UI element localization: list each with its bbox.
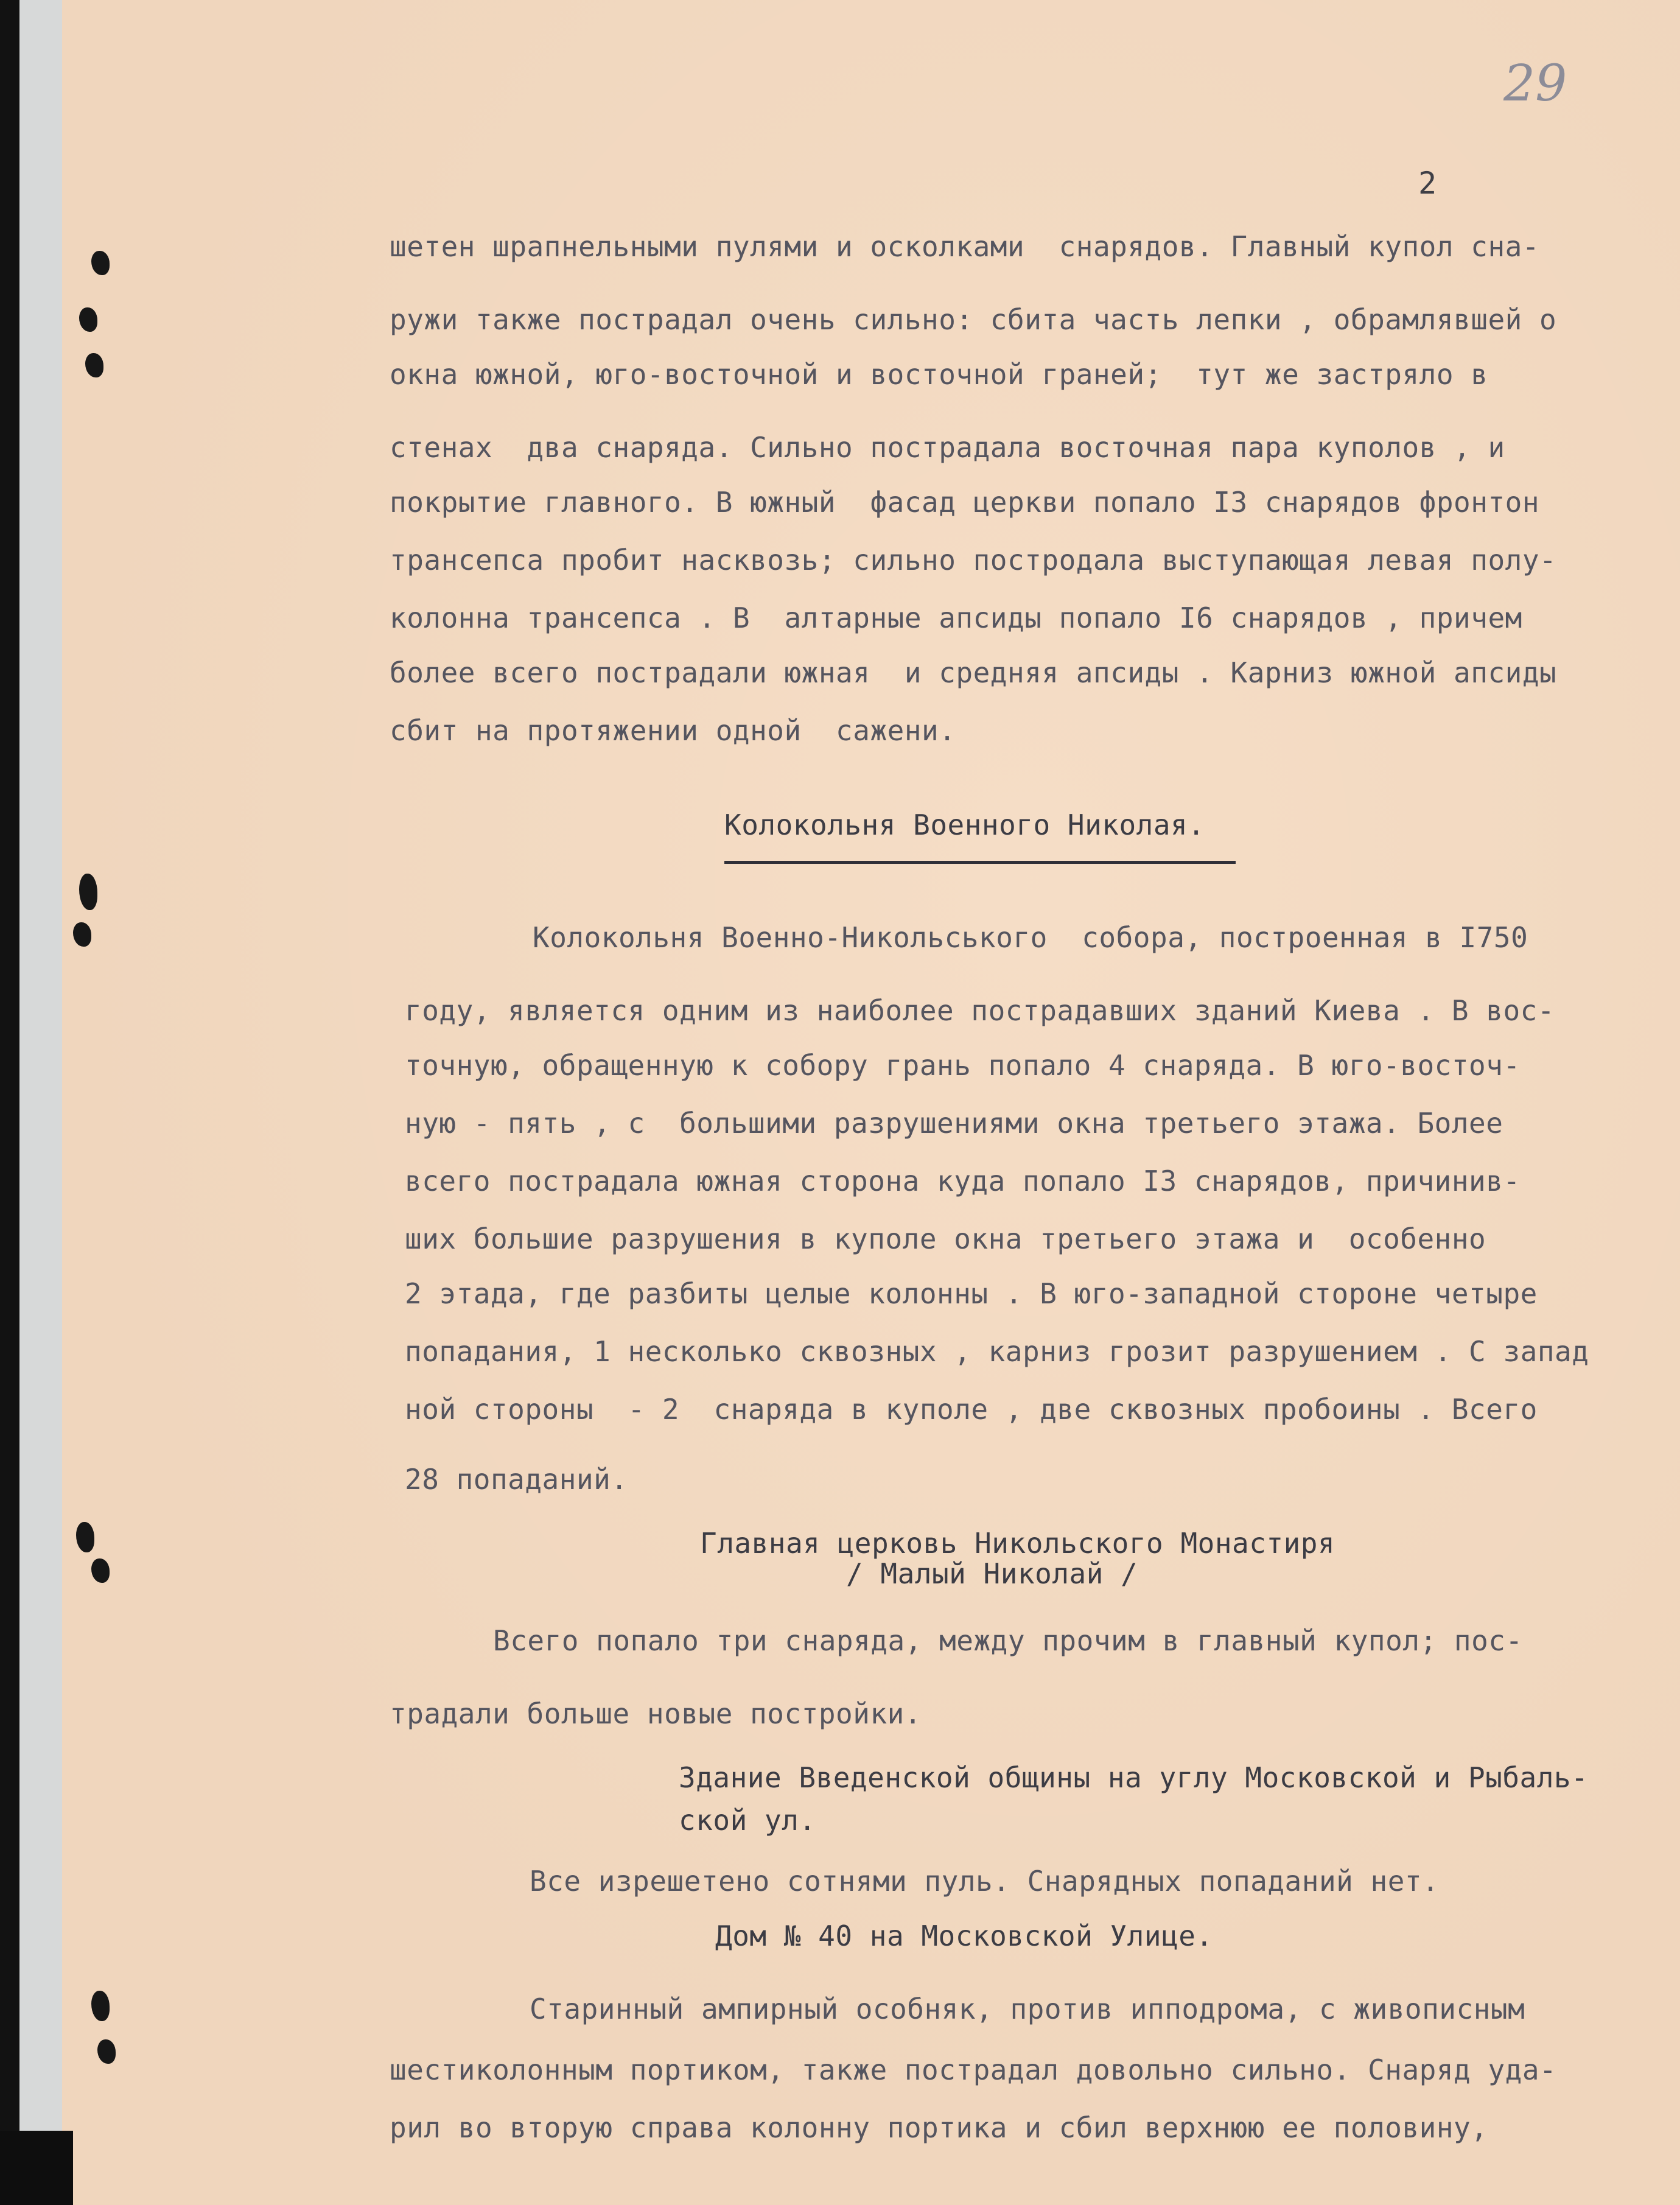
text-line: 2 этада, где разбиты целые колонны . В юго-западной стороне четыре (405, 1277, 1538, 1310)
scan-corner-shadow (0, 2131, 73, 2205)
text-line: традали больше новые постройки. (390, 1697, 922, 1730)
text-line: Старинный ампирный особняк, против ипподрома, с живописным (530, 1993, 1525, 2025)
text-line: Все изрешетено сотнями пуль. Снарядных попаданий нет. (530, 1865, 1440, 1898)
text-line: ружи также пострадал очень сильно: сбита часть лепки , обрамлявшей о (390, 303, 1557, 336)
page-number: 2 (1418, 166, 1437, 201)
text-line: окна южной, юго-восточной и восточной граней; тут же застряло в (390, 358, 1488, 391)
text-line: шетен шрапнельными пулями и осколками снарядов. Главный купол сна- (390, 230, 1540, 263)
section-subheading: / Малый Николай / (846, 1557, 1138, 1590)
archive-folio-number: 29 (1503, 55, 1567, 113)
section-heading: Главная церковь Никольского Монастиря (700, 1527, 1335, 1560)
text-line: колонна трансепса . В алтарные апсиды попало I6 снарядов , причем (390, 601, 1522, 634)
scan-left-margin (19, 0, 68, 2205)
section-heading: Колокольня Военного Николая. (724, 808, 1205, 841)
text-line: 28 попаданий. (405, 1463, 628, 1496)
text-line: Всего попало три снаряда, между прочим в главный купол; пос- (493, 1624, 1523, 1657)
text-line: всего пострадала южная сторона куда попало I3 снарядов, причинив- (405, 1165, 1521, 1197)
text-line: ную - пять , с большими разрушениями окна третьего этажа. Более (405, 1107, 1503, 1140)
text-line: покрытие главного. В южный фасад церкви попало I3 снарядов фронтон (390, 486, 1540, 519)
text-line: более всего пострадали южная и средняя апсиды . Карниз южной апсиды (390, 656, 1557, 689)
text-line: рил во вторую справа колонну портика и сбил верхнюю ее половину, (390, 2111, 1488, 2144)
text-line: ших большие разрушения в куполе окна третьего этажа и особенно (405, 1222, 1486, 1255)
text-line: сбит на протяжении одной сажени. (390, 714, 956, 747)
text-line: трансепса пробит насквозь; сильно постродала выступающая левая полу- (390, 544, 1557, 577)
text-line: точную, обращенную к собору грань попало 4 снаряда. В юго-восточ- (405, 1049, 1521, 1082)
text-line: Колокольня Военно-Никольського собора, построенная в I750 (533, 921, 1528, 954)
text-line: шестиколонным портиком, также пострадал довольно сильно. Снаряд уда- (390, 2053, 1557, 2086)
section-heading: ской ул. (679, 1804, 816, 1837)
text-line: попадания, 1 несколько сквозных , карниз грозит разрушением . С запад (405, 1335, 1589, 1368)
text-line: ной стороны - 2 снаряда в куполе , две сквозных пробоины . Всего (405, 1393, 1538, 1426)
text-line: стенах два снаряда. Сильно пострадала восточная пара куполов , и (390, 431, 1505, 464)
heading-underline (724, 861, 1236, 864)
section-heading: Дом № 40 на Московской Улице. (715, 1919, 1213, 1952)
section-heading: Здание Введенской общины на углу Московской и Рыбаль- (679, 1761, 1589, 1794)
text-line: году, является одним из наиболее пострадавших зданий Киева . В вос- (405, 994, 1555, 1027)
